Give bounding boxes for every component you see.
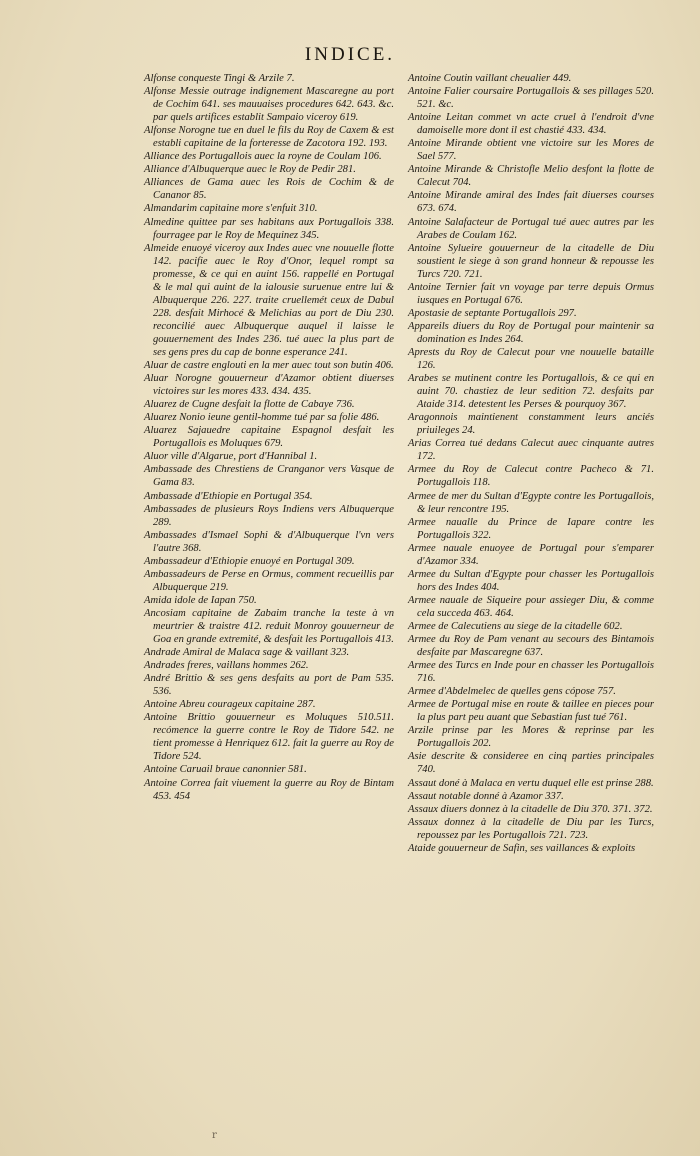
index-entry: Aluarez Nonio ieune gentil-homme tué par sa folie 486. [144, 412, 380, 424]
index-entry: Almandarim capitaine more s'enfuit 310. [144, 203, 318, 215]
index-entry: Arias Correa tué dedans Calecut auec cinquante autres 172. [408, 438, 654, 463]
index-entry: Antoine Mirande obtient vne victoire sur les Mores de Sael 577. [408, 138, 654, 163]
index-entry: Arzile prinse par les Mores & reprinse par les Portugallois 202. [408, 725, 654, 750]
index-entry: Armee du Roy de Pam venant au secours des Bintamois desfaite par Mascaregne 637. [408, 634, 654, 659]
index-entry: Ambassades d'Ismael Sophi & d'Albuquerque l'vn vers l'autre 368. [144, 529, 394, 554]
index-entry: Antoine Salafacteur de Portugal tué auec autres par les Arabes de Coulam 162. [408, 216, 654, 241]
index-entry: Andrade Amiral de Malaca sage & vaillant 323. [144, 647, 350, 659]
page-title: INDICE. [304, 44, 396, 65]
index-entry: Armee de Portugal mise en route & taillee en pieces pour la plus part peu auant que Sebastian fust tué 761. [408, 699, 654, 724]
index-entry: Antoine Mirande & Christofle Melio desfont la flotte de Calecut 704. [408, 164, 654, 189]
index-entry: Antoine Brittio gouuerneur es Moluques 510.511. recómence la guerre contre le Roy de Tidore 542. ne tient promesse à Henriquez 612. fait la guerre au Roy de Tidore 524. [144, 712, 394, 763]
index-entry: Antoine Coutin vaillant cheualier 449. [408, 73, 572, 84]
index-entry: Arabes se mutinent contre les Portugallois, & ce qui en auint 70. chastiez de leur sedition 72. desfaits par Ataide 314. detestent les Perses & pourquoy 367. [408, 373, 654, 411]
index-entry: Antoine Abreu courageux capitaine 287. [144, 699, 316, 711]
index-entry: Aprests du Roy de Calecut pour vne nouuelle bataille 126. [408, 346, 654, 372]
index-entry: Antoine Caruail braue canonnier 581. [144, 764, 307, 776]
index-entry: Assaux donnez à la citadelle de Diu par les Turcs, repoussez par les Portugallois 721. 723. [408, 816, 654, 841]
index-column-left [144, 72, 394, 803]
index-entry: André Brittio & ses gens desfaits au port de Pam 535. 536. [144, 673, 394, 698]
index-entry: Armee des Turcs en Inde pour en chasser les Portugallois 716. [408, 660, 654, 685]
index-entry: Asie descrite & consideree en cinq parties principales 740. [408, 751, 654, 776]
index-entry: Armee de Calecutiens au siege de la citadelle 602. [408, 620, 623, 632]
index-entry: Aluarez Sajauedre capitaine Espagnol desfait les Portugallois es Moluques 679. [144, 425, 394, 450]
index-entry: Aluar Norogne gouuerneur d'Azamor obtient diuerses victoires sur les mores 433. 434. 435. [144, 373, 394, 398]
index-entry: Almedine quittee par ses habitans aux Portugallois 338. fourragee par le Roy de Mequinez 345. [144, 216, 394, 241]
index-entry: Armee nauale de Siqueire pour assieger Diu, & comme cela succeda 463. 464. [408, 594, 654, 619]
index-entry: Apostasie de septante Portugallois 297. [408, 307, 577, 319]
index-entry: Aluor ville d'Algarue, port d'Hannibal 1. [144, 451, 318, 463]
index-entry: Armee naualle du Prince de Iapare contre les Portugallois 322. [408, 516, 654, 541]
index-entry: Armee du Sultan d'Egypte pour chasser les Portugallois hors des Indes 404. [408, 568, 654, 593]
index-entry: Antoine Falier coursaire Portugallois & ses pillages 520. 521. &c. [408, 86, 654, 111]
index-entry: Antoine Sylueire gouuerneur de la citadelle de Diu soustient le siege à son grand honneur & repousse les Turcs 720. 721. [408, 242, 654, 280]
index-entry: Ambassades de plusieurs Roys Indiens vers Albuquerque 289. [144, 503, 394, 528]
index-entry: Antoine Mirande amiral des Indes fait diuerses courses 673. 674. [408, 190, 654, 215]
index-entry: Antoine Leitan commet vn acte cruel à l'endroit d'vne damoiselle more dont il est chastié 433. 434. [408, 112, 654, 137]
index-entry: Ancosiam capitaine de Zabaim tranche la teste à vn meurtrier & traistre 412. reduit Monroy gouuerneur de Goa en grande extremité, & desfait les Portugallois 413. [144, 607, 394, 646]
index-entry: Ambassadeurs de Perse en Ormus, comment recueillis par Albuquerque 219. [144, 568, 394, 593]
index-entry: Alfonse Messie outrage indignement Mascaregne au port de Cochim 641. ses mauuaises procedures 642. 643. &c. par quels artifices establit Sampaio viceroy 619. [144, 86, 394, 124]
index-entry: Alfonse Norogne tue en duel le fils du Roy de Caxem & est establi capitaine de la forteresse de Zacotora 192. 193. [144, 125, 394, 150]
index-entry: Assaut notable donné à Azamor 337. [408, 790, 564, 802]
index-entry: Almeide enuoyé viceroy aux Indes auec vne nouuelle flotte 142. pacifie auec le Roy d'Onor, lequel rompt sa promesse, & ce qui en auint 156. rappellé en Portugal & le mal qui auint de la ialousie suruenue entre lui & Albuquerque 226. 227. traite cruellemét ceux de Dabul 228. desfait Mirhocé & Melichias au port de Diu 230. reconcilié auec Albuquerque auquel il laisse le gouuernement des Indes 236. tué auec la plus part de ses gens pres du cap de bonne esperance 241. [144, 242, 394, 358]
index-entry: Antoine Ternier fait vn voyage par terre depuis Ormus iusques en Portugal 676. [408, 281, 654, 306]
index-entry: Ambassadeur d'Ethiopie enuoyé en Portugal 309. [144, 555, 355, 567]
index-entry: Antoine Correa fait viuement la guerre au Roy de Bintam 453. 454 [144, 777, 394, 802]
index-entry: Assaut doné à Malaca en vertu duquel elle est prinse 288. [408, 777, 654, 789]
index-column-right [408, 72, 654, 855]
index-entry: Appareils diuers du Roy de Portugal pour maintenir sa domination es Indes 264. [408, 320, 654, 345]
index-entry: Aluar de castre englouti en la mer auec tout son butin 406. [144, 360, 394, 372]
index-entry: Armee d'Abdelmelec de quelles gens cópose 757. [408, 686, 616, 698]
index-entry: Alliance d'Albuquerque auec le Roy de Pedir 281. [144, 164, 356, 176]
index-entry: Amida idole de Iapan 750. [144, 594, 257, 606]
page-mark: r [212, 1130, 217, 1141]
index-entry: Ambassade des Chrestiens de Cranganor vers Vasque de Gama 83. [144, 464, 394, 489]
index-entry: Armee nauale enuoyee de Portugal pour s'emparer d'Azamor 334. [408, 542, 654, 567]
index-entry: Ataide gouuerneur de Safin, ses vaillances & exploits [408, 842, 636, 854]
index-entry: Alliance des Portugallois auec la royne de Coulam 106. [144, 151, 382, 163]
index-entry: Ambassade d'Ethiopie en Portugal 354. [144, 490, 313, 502]
index-entry: Armee du Roy de Calecut contre Pacheco & 71. Portugallois 118. [408, 464, 654, 489]
index-entry: Aluarez de Cugne desfait la flotte de Cabaye 736. [144, 399, 355, 411]
index-entry: Armee de mer du Sultan d'Egypte contre les Portugallois, & leur rencontre 195. [408, 490, 654, 515]
index-entry: Alliances de Gama auec les Rois de Cochim & de Cananor 85. [144, 177, 394, 202]
index-entry: Andrades freres, vaillans hommes 262. [144, 660, 309, 672]
index-entry: Alfonse conqueste Tingi & Arzile 7. [144, 73, 295, 84]
index-entry: Aragonnois maintienent constamment leurs anciés priuileges 24. [408, 412, 654, 437]
index-entry: Assaux diuers donnez à la citadelle de Diu 370. 371. 372. [408, 803, 653, 815]
